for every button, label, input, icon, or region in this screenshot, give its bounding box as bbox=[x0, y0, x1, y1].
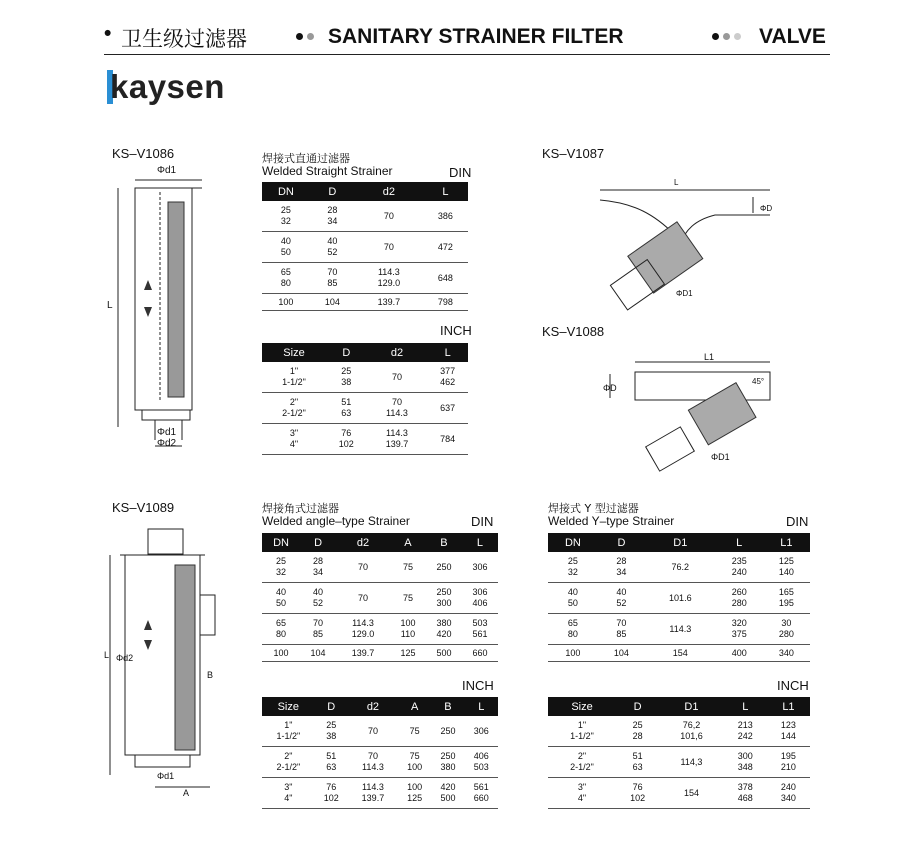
table-cell: 70 114.3 bbox=[367, 393, 428, 424]
straight-din-table bbox=[262, 182, 468, 311]
straight-strainer-diagram bbox=[100, 162, 220, 452]
header-section: VALVE bbox=[759, 25, 826, 48]
column-header: L bbox=[724, 697, 767, 716]
table-cell: 25 32 bbox=[262, 552, 300, 583]
dot-icon bbox=[296, 33, 303, 40]
table-cell: 76,2 101,6 bbox=[659, 716, 724, 747]
table-cell: 123 144 bbox=[767, 716, 810, 747]
ytype-inch-table bbox=[548, 697, 810, 809]
ytype-inch-unit: INCH bbox=[777, 678, 809, 693]
column-header: A bbox=[390, 533, 426, 552]
table-cell: 75 bbox=[390, 583, 426, 614]
model-ks-v1086: KS–V1086 bbox=[112, 146, 175, 161]
model-ks-v1089: KS–V1089 bbox=[112, 500, 175, 515]
header-rule bbox=[104, 54, 830, 55]
label-phi-D1-1088: ΦD1 bbox=[711, 452, 730, 462]
straight-title-cn: 焊接式直通过滤器 bbox=[262, 152, 350, 165]
dot-icon bbox=[734, 33, 741, 40]
table-cell: 1" 1-1/2" bbox=[548, 716, 616, 747]
table-cell: 40 50 bbox=[262, 583, 300, 614]
column-header: L bbox=[462, 533, 498, 552]
table-cell: 65 80 bbox=[548, 614, 598, 645]
column-header: L1 bbox=[763, 533, 810, 552]
column-header: DN bbox=[262, 533, 300, 552]
table-cell: 40 52 bbox=[300, 583, 336, 614]
table-cell: 65 80 bbox=[262, 263, 310, 294]
column-header: Size bbox=[262, 343, 326, 362]
table-row bbox=[262, 232, 468, 263]
table-header-row bbox=[262, 533, 498, 552]
column-header: Size bbox=[262, 697, 315, 716]
table-cell: 400 bbox=[716, 645, 763, 662]
table-cell: 320 375 bbox=[716, 614, 763, 645]
label-phi-d1-1089: Φd1 bbox=[157, 771, 175, 781]
table-cell: 25 38 bbox=[326, 362, 367, 393]
table-cell: 75 100 bbox=[398, 747, 431, 778]
column-header: A bbox=[398, 697, 431, 716]
table-cell: 235 240 bbox=[716, 552, 763, 583]
table-cell: 100 125 bbox=[398, 778, 431, 809]
table-cell: 70 bbox=[336, 583, 390, 614]
table-row bbox=[548, 716, 810, 747]
label-phi-d1-bottom: Φd1 bbox=[157, 427, 177, 438]
table-cell: 377 462 bbox=[427, 362, 468, 393]
table-cell: 648 bbox=[423, 263, 468, 294]
model-ks-v1088: KS–V1088 bbox=[542, 324, 605, 339]
table-row bbox=[262, 552, 498, 583]
ytype-din-unit: DIN bbox=[786, 514, 809, 529]
label-L-1087: L bbox=[674, 178, 679, 187]
column-header: L bbox=[427, 343, 468, 362]
table-cell: 3" 4" bbox=[548, 778, 616, 809]
table-cell: 114.3 129.0 bbox=[336, 614, 390, 645]
table-cell: 306 bbox=[465, 716, 498, 747]
table-cell: 660 bbox=[462, 645, 498, 662]
dot-icon bbox=[307, 33, 314, 40]
table-cell: 75 bbox=[390, 552, 426, 583]
table-row bbox=[548, 778, 810, 809]
table-row bbox=[548, 614, 810, 645]
table-cell: 76.2 bbox=[645, 552, 716, 583]
table-cell: 104 bbox=[598, 645, 645, 662]
table-cell: 40 52 bbox=[310, 232, 355, 263]
model-ks-v1087: KS–V1087 bbox=[542, 146, 605, 161]
table-cell: 798 bbox=[423, 294, 468, 311]
table-cell: 340 bbox=[763, 645, 810, 662]
table-cell: 213 242 bbox=[724, 716, 767, 747]
table-cell: 51 63 bbox=[616, 747, 659, 778]
table-row bbox=[548, 552, 810, 583]
column-header: D bbox=[300, 533, 336, 552]
label-phi-D1-1087: ΦD1 bbox=[676, 289, 693, 298]
angle-inch-table bbox=[262, 697, 498, 809]
column-header: B bbox=[431, 697, 464, 716]
straight-din-unit: DIN bbox=[449, 165, 472, 180]
table-cell: 503 561 bbox=[462, 614, 498, 645]
table-cell: 28 34 bbox=[300, 552, 336, 583]
table-row bbox=[262, 424, 468, 455]
table-row bbox=[262, 778, 498, 809]
table-header-row bbox=[548, 533, 810, 552]
column-header: d2 bbox=[336, 533, 390, 552]
angle-title-cn: 焊接角式过滤器 bbox=[262, 502, 339, 515]
label-phi-D-1088: ΦD bbox=[603, 383, 617, 393]
column-header: D1 bbox=[659, 697, 724, 716]
label-L: L bbox=[107, 300, 113, 311]
table-cell: 637 bbox=[427, 393, 468, 424]
column-header: D1 bbox=[645, 533, 716, 552]
angle-din-unit: DIN bbox=[471, 514, 494, 529]
table-row bbox=[262, 747, 498, 778]
label-phi-d2: Φd2 bbox=[157, 438, 177, 449]
table-cell: 114.3 139.7 bbox=[348, 778, 398, 809]
ytype-title-en: Welded Y–type Strainer bbox=[548, 514, 675, 528]
table-cell: 76 102 bbox=[315, 778, 348, 809]
brand-logo: kaysen bbox=[110, 68, 225, 105]
table-cell: 378 468 bbox=[724, 778, 767, 809]
label-phi-D-1087: ΦD bbox=[760, 204, 773, 213]
label-A-1089: A bbox=[183, 788, 190, 798]
table-row bbox=[548, 747, 810, 778]
table-cell: 70 bbox=[336, 552, 390, 583]
table-cell: 125 140 bbox=[763, 552, 810, 583]
table-cell: 100 110 bbox=[390, 614, 426, 645]
table-row bbox=[262, 263, 468, 294]
label-angle-1088: 45° bbox=[752, 377, 765, 386]
table-row bbox=[262, 294, 468, 311]
table-cell: 3" 4" bbox=[262, 424, 326, 455]
column-header: D bbox=[326, 343, 367, 362]
table-cell: 561 660 bbox=[465, 778, 498, 809]
table-cell: 195 210 bbox=[767, 747, 810, 778]
table-row bbox=[262, 583, 498, 614]
column-header: DN bbox=[548, 533, 598, 552]
table-cell: 406 503 bbox=[465, 747, 498, 778]
column-header: L bbox=[423, 182, 468, 201]
label-phi-d2-1089: Φd2 bbox=[116, 653, 134, 663]
table-cell: 40 50 bbox=[548, 583, 598, 614]
table-cell: 139.7 bbox=[355, 294, 423, 311]
table-cell: 300 348 bbox=[724, 747, 767, 778]
table-cell: 65 80 bbox=[262, 614, 300, 645]
column-header: L1 bbox=[767, 697, 810, 716]
label-L-1089: L bbox=[104, 650, 110, 660]
column-header: D bbox=[310, 182, 355, 201]
table-row bbox=[262, 362, 468, 393]
table-cell: 28 34 bbox=[310, 201, 355, 232]
table-cell: 139.7 bbox=[336, 645, 390, 662]
table-row bbox=[262, 201, 468, 232]
table-cell: 240 340 bbox=[767, 778, 810, 809]
table-cell: 100 bbox=[262, 645, 300, 662]
table-cell: 1" 1-1/2" bbox=[262, 716, 315, 747]
table-cell: 70 bbox=[355, 201, 423, 232]
table-cell: 2" 2-1/2" bbox=[548, 747, 616, 778]
table-cell: 165 195 bbox=[763, 583, 810, 614]
table-cell: 25 32 bbox=[548, 552, 598, 583]
table-cell: 100 bbox=[548, 645, 598, 662]
column-header: DN bbox=[262, 182, 310, 201]
table-cell: 2" 2-1/2" bbox=[262, 747, 315, 778]
table-cell: 386 bbox=[423, 201, 468, 232]
table-cell: 70 bbox=[367, 362, 428, 393]
table-cell: 51 63 bbox=[326, 393, 367, 424]
ytype-din-table bbox=[548, 533, 810, 662]
straight-inch-unit: INCH bbox=[440, 323, 472, 338]
column-header: d2 bbox=[348, 697, 398, 716]
column-header: D bbox=[315, 697, 348, 716]
table-cell: 114.3 129.0 bbox=[355, 263, 423, 294]
table-cell: 25 38 bbox=[315, 716, 348, 747]
table-cell: 104 bbox=[300, 645, 336, 662]
table-cell: 380 420 bbox=[426, 614, 462, 645]
table-cell: 250 300 bbox=[426, 583, 462, 614]
table-cell: 154 bbox=[659, 778, 724, 809]
table-cell: 1" 1-1/2" bbox=[262, 362, 326, 393]
table-cell: 114,3 bbox=[659, 747, 724, 778]
table-cell: 420 500 bbox=[431, 778, 464, 809]
table-row bbox=[262, 614, 498, 645]
column-header: L bbox=[716, 533, 763, 552]
table-row bbox=[548, 645, 810, 662]
table-header-row bbox=[262, 697, 498, 716]
table-cell: 2" 2-1/2" bbox=[262, 393, 326, 424]
table-cell: 75 bbox=[398, 716, 431, 747]
table-cell: 500 bbox=[426, 645, 462, 662]
table-row bbox=[262, 645, 498, 662]
table-cell: 472 bbox=[423, 232, 468, 263]
table-cell: 784 bbox=[427, 424, 468, 455]
table-cell: 25 32 bbox=[262, 201, 310, 232]
table-cell: 28 34 bbox=[598, 552, 645, 583]
table-cell: 70 85 bbox=[300, 614, 336, 645]
table-cell: 114.3 bbox=[645, 614, 716, 645]
label-L1-1088: L1 bbox=[704, 352, 715, 362]
label-phi-d1-top: Φd1 bbox=[157, 165, 177, 176]
table-cell: 40 52 bbox=[598, 583, 645, 614]
table-cell: 101.6 bbox=[645, 583, 716, 614]
header-title-en: SANITARY STRAINER FILTER bbox=[328, 25, 624, 48]
table-cell: 70 114.3 bbox=[348, 747, 398, 778]
table-cell: 114.3 139.7 bbox=[367, 424, 428, 455]
header-bullet: • bbox=[104, 22, 112, 45]
label-B-1089: B bbox=[207, 670, 214, 680]
table-cell: 76 102 bbox=[326, 424, 367, 455]
table-cell: 70 bbox=[348, 716, 398, 747]
table-row bbox=[262, 393, 468, 424]
table-cell: 70 85 bbox=[598, 614, 645, 645]
header-title-cn: 卫生级过滤器 bbox=[121, 27, 247, 51]
table-cell: 306 bbox=[462, 552, 498, 583]
table-cell: 260 280 bbox=[716, 583, 763, 614]
table-cell: 104 bbox=[310, 294, 355, 311]
table-header-row bbox=[262, 182, 468, 201]
table-cell: 30 280 bbox=[763, 614, 810, 645]
column-header: D bbox=[616, 697, 659, 716]
table-cell: 154 bbox=[645, 645, 716, 662]
column-header: Size bbox=[548, 697, 616, 716]
angle-title-en: Welded angle–type Strainer bbox=[262, 514, 410, 528]
angle-inch-unit: INCH bbox=[462, 678, 494, 693]
table-cell: 250 bbox=[426, 552, 462, 583]
column-header: d2 bbox=[367, 343, 428, 362]
table-cell: 70 85 bbox=[310, 263, 355, 294]
dot-icon bbox=[712, 33, 719, 40]
y-strainer-diagram bbox=[600, 350, 780, 485]
column-header: L bbox=[465, 697, 498, 716]
straight-title-en: Welded Straight Strainer bbox=[262, 164, 393, 178]
dot-icon bbox=[723, 33, 730, 40]
table-cell: 250 bbox=[431, 716, 464, 747]
table-cell: 40 50 bbox=[262, 232, 310, 263]
table-cell: 70 bbox=[355, 232, 423, 263]
table-cell: 125 bbox=[390, 645, 426, 662]
table-cell: 76 102 bbox=[616, 778, 659, 809]
table-row bbox=[262, 716, 498, 747]
straight-inch-table bbox=[262, 343, 468, 455]
table-cell: 3" 4" bbox=[262, 778, 315, 809]
angle-din-table bbox=[262, 533, 498, 662]
column-header: B bbox=[426, 533, 462, 552]
table-cell: 51 63 bbox=[315, 747, 348, 778]
table-cell: 306 406 bbox=[462, 583, 498, 614]
ytype-title-cn: 焊接式 Y 型过滤器 bbox=[548, 502, 639, 515]
table-row bbox=[548, 583, 810, 614]
table-header-row bbox=[548, 697, 810, 716]
table-cell: 250 380 bbox=[431, 747, 464, 778]
table-cell: 100 bbox=[262, 294, 310, 311]
table-cell: 25 28 bbox=[616, 716, 659, 747]
column-header: D bbox=[598, 533, 645, 552]
column-header: d2 bbox=[355, 182, 423, 201]
table-header-row bbox=[262, 343, 468, 362]
